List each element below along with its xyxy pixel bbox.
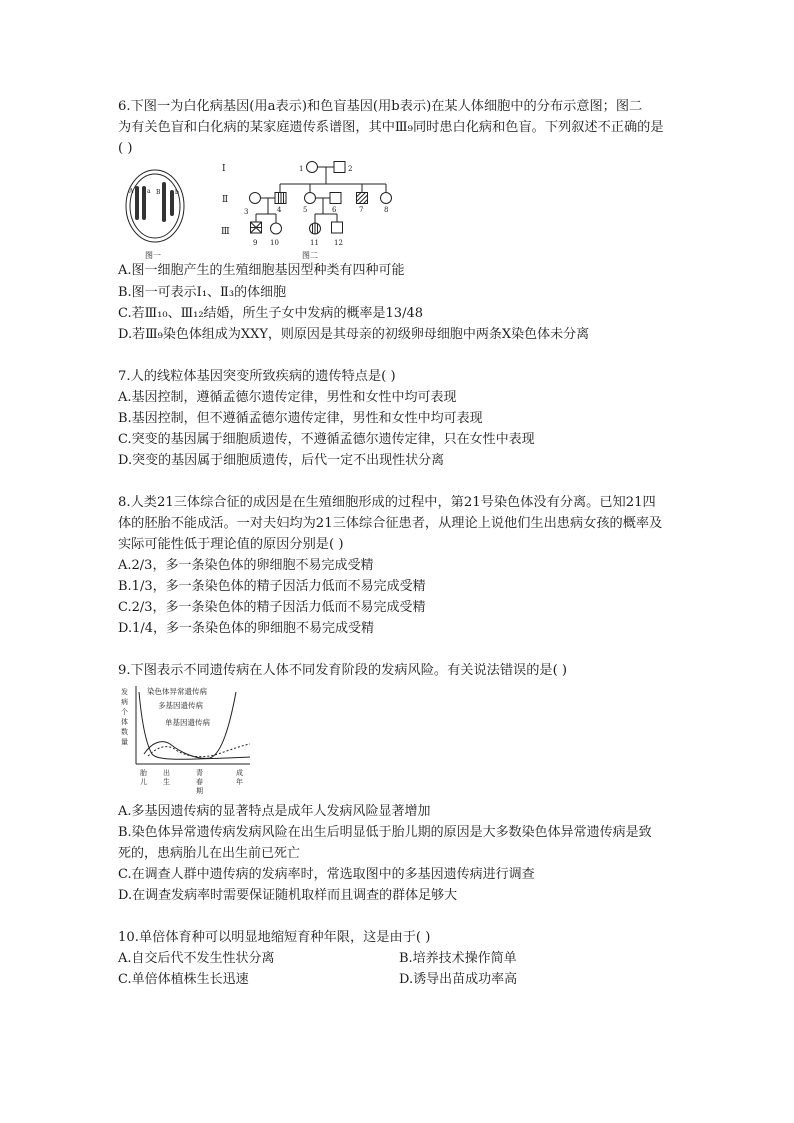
label-7: 7 [359,206,364,214]
q6-stem-line2: 为有关色盲和白化病的某家庭遗传系谱图，其中Ⅲ₉同时患白化病和色盲。下列叙述不正确的是 [118,120,664,135]
q10-stem: 10.单倍体育种可以明显地缩短育种年限，这是由于( ) [118,930,431,945]
label-5: 5 [303,206,308,214]
q10-option-d: D.诱导出苗成功率高 [399,972,518,987]
q7-option-a: A.基因控制，遵循孟德尔遗传定律，男性和女性中均可表现 [118,390,457,405]
q8-stem-line2: 体的胚胎不能成活。一对夫妇均为21三体综合征患者，从理论上说他们生出患病女孩的概率及 [118,516,663,531]
q9-option-b-line1: B.染色体异常遗传病发病风险在出生后明显低于胎儿期的原因是大多数染色体异常遗传病是致 [118,825,652,840]
svg-text:胎: 胎 [140,769,147,777]
q10-option-a: A.自交后代不发生性状分离 [118,951,275,966]
q7-option-d: D.突变的基因属于细胞质遗传，后代一定不出现性状分离 [118,453,445,468]
xlabel-fetus [140,768,148,786]
q8-stem-line3: 实际可能性低于理论值的原因分别是( ) [118,537,344,552]
svg-text:年: 年 [236,778,243,786]
label-single-gene: 单基因遗传病 [165,718,210,727]
xlabel-puberty [196,768,203,795]
label-3: 3 [244,208,249,216]
svg-text:期: 期 [196,787,203,795]
q9-option-d: D.在调查发病率时需要保证随机取样而且调查的群体足够大 [118,888,458,903]
pedigree-male-12 [332,222,343,233]
q6-stem-line3: ( ) [118,141,133,156]
curve-single-gene [148,744,250,757]
pedigree-female-1 [307,162,318,173]
chrom-label-a: a [147,188,151,195]
label-1: 1 [299,165,304,173]
gen-label-III: Ⅲ [221,227,230,237]
q9-option-a: A.多基因遗传病的显著特点是成年人发病风险显著增加 [118,804,431,819]
label-2: 2 [348,165,353,173]
q8-option-b: B.1/3，多一条染色体的精子因活力低而不易完成受精 [118,579,426,594]
q9-risk-chart [118,684,258,796]
svg-text:儿: 儿 [140,778,147,786]
q6-stem-line1: 6.下图一为白化病基因(用a表示)和色盲基因(用b表示)在某人体细胞中的分布示意图；图二 [118,99,643,114]
label-12: 12 [334,239,343,247]
xlabel-adult [236,768,243,786]
pedigree-female-3 [250,193,261,204]
pedigree-female-8 [381,193,392,204]
q8-option-c: C.2/3，多一条染色体的精子因活力低而不易完成受精 [118,600,426,615]
q6-option-c: C.若Ⅲ₁₀、Ⅲ₁₂结婚，所生子女中发病的概率是13/48 [118,306,423,321]
figure2-caption: 图二 [302,251,318,260]
q7-option-b: B.基因控制，但不遵循孟德尔遗传定律，男性和女性中均可表现 [118,411,483,426]
label-10: 10 [270,239,279,247]
q10-option-b: B.培养技术操作简单 [399,951,517,966]
pedigree-female-5 [305,193,316,204]
q8-option-d: D.1/4，多一条染色体的卵细胞不易完成受精 [118,621,375,636]
pedigree-female-10 [271,223,282,234]
chrom-label-A: A [129,188,134,195]
figure1-caption: 图一 [145,251,161,260]
svg-text:成: 成 [236,769,243,777]
q9-option-c: C.在调查人群中遗传病的发病率时，常选取图中的多基因遗传病进行调查 [118,867,535,882]
q7-option-c: C.突变的基因属于细胞质遗传，不遵循孟德尔遗传定律，只在女性中表现 [118,432,535,447]
chrom-label-b: b [175,189,179,196]
q10-option-c: C.单倍体植株生长迅速 [118,972,249,987]
label-chromosomal: 染色体异常遗传病 [147,687,207,696]
pedigree-male-2 [334,162,345,173]
q8-stem-line1: 8.人类21三体综合征的成因是在生殖细胞形成的过程中，第21号染色体没有分离。已知21四 [118,495,656,510]
svg-text:生: 生 [163,778,170,786]
q9-option-b-line2: 死的，患病胎儿在出生前已死亡 [118,846,301,861]
chart-ylabel [121,687,128,746]
q6-option-d: D.若Ⅲ₉染色体组成为XXY，则原因是其母亲的初级卵母细胞中两条X染色体未分离 [118,327,590,342]
q8-option-a: A.2/3，多一条染色体的卵细胞不易完成受精 [118,558,374,573]
svg-text:量: 量 [121,738,128,746]
pedigree-male-6 [330,193,341,204]
svg-text:个: 个 [121,708,128,716]
svg-text:青: 青 [196,769,203,777]
label-11: 11 [310,239,319,247]
svg-text:出: 出 [163,769,170,777]
label-9: 9 [253,239,258,247]
label-multigene: 多基因遗传病 [158,701,203,710]
q6-figure2-pedigree [210,154,410,262]
chrom-label-B: B [156,189,161,196]
label-4: 4 [277,206,282,214]
svg-text:病: 病 [121,698,128,706]
svg-text:数: 数 [121,728,128,736]
q6-option-a: A.图一细胞产生的生殖细胞基因型种类有四种可能 [118,263,405,278]
label-8: 8 [384,206,389,214]
svg-text:春: 春 [196,778,203,786]
q7-stem: 7.人的线粒体基因突变所致疾病的遗传特点是( ) [118,369,396,384]
gen-label-I: Ⅰ [222,164,226,174]
gen-label-II: Ⅱ [222,195,229,205]
svg-text:体: 体 [121,718,128,726]
xlabel-birth [163,768,170,786]
q9-stem: 9.下图表示不同遗传病在人体不同发育阶段的发病风险。有关说法错误的是( ) [118,663,568,678]
q6-figure1-cell [118,164,198,264]
label-6: 6 [332,206,337,214]
svg-text:发: 发 [121,688,128,696]
q6-option-b: B.图一可表示Ⅰ₁、Ⅱ₃的体细胞 [118,285,287,300]
